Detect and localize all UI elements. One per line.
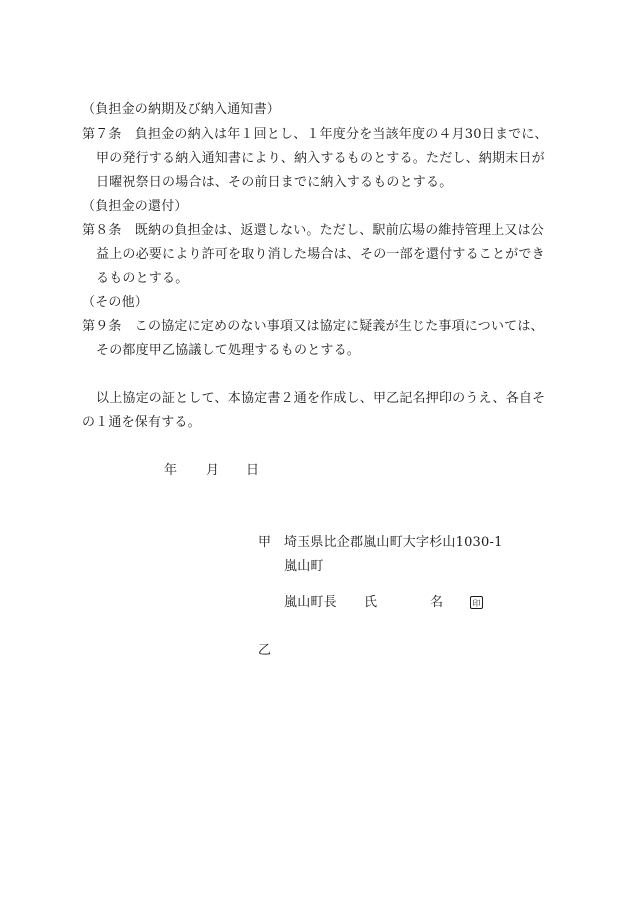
article-7-line-3: 日曜祝祭日の場合は、その前日までに納入するものとする。 [96,175,453,190]
date-month: 月 [206,463,220,478]
closing-line-2: の１通を保有する。 [82,415,201,430]
party-a-name-label-2: 名 [430,595,444,610]
party-a-label: 甲 [258,535,272,550]
article-8-line-2: 益上の必要により許可を取り消した場合は、その一部を還付することができ [96,247,545,262]
closing-line-1: 以上協定の証として、本協定書２通を作成し、甲乙記名押印のうえ、各自そ [96,391,546,406]
party-b-label: 乙 [258,643,272,658]
party-a-address: 埼玉県比企郡嵐山町大字杉山1030-1 [284,535,503,550]
article-8-line-3: るものとする。 [96,271,189,286]
party-a-title: 嵐山町長 [284,595,337,610]
article-7-heading: （負担金の納期及び納入通知書） [82,102,281,117]
date-day: 日 [246,463,260,478]
article-9-line-1: 第９条 この協定に定めのない事項又は協定に疑義が生じた事項については、 [82,319,544,334]
article-8-heading: （負担金の還付） [82,199,188,214]
date-year: 年 [164,463,178,478]
seal-mark [470,594,483,611]
party-a-name-label-1: 氏 [364,595,378,610]
article-9-line-2: その都度甲乙協議して処理するものとする。 [96,343,361,358]
article-9-heading: （その他） [82,295,149,310]
article-8-line-1: 第８条 既納の負担金は、返還しない。ただし、駅前広場の維持管理上又は公 [82,223,545,238]
party-a-org: 嵐山町 [284,559,324,574]
seal-icon: 印 [470,596,483,609]
article-7-line-2: 甲の発行する納入通知書により、納入するものとする。ただし、納期末日が [96,151,545,166]
article-7-line-1: 第７条 負担金の納入は年１回とし、１年度分を当該年度の４月30日までに、 [82,127,548,142]
